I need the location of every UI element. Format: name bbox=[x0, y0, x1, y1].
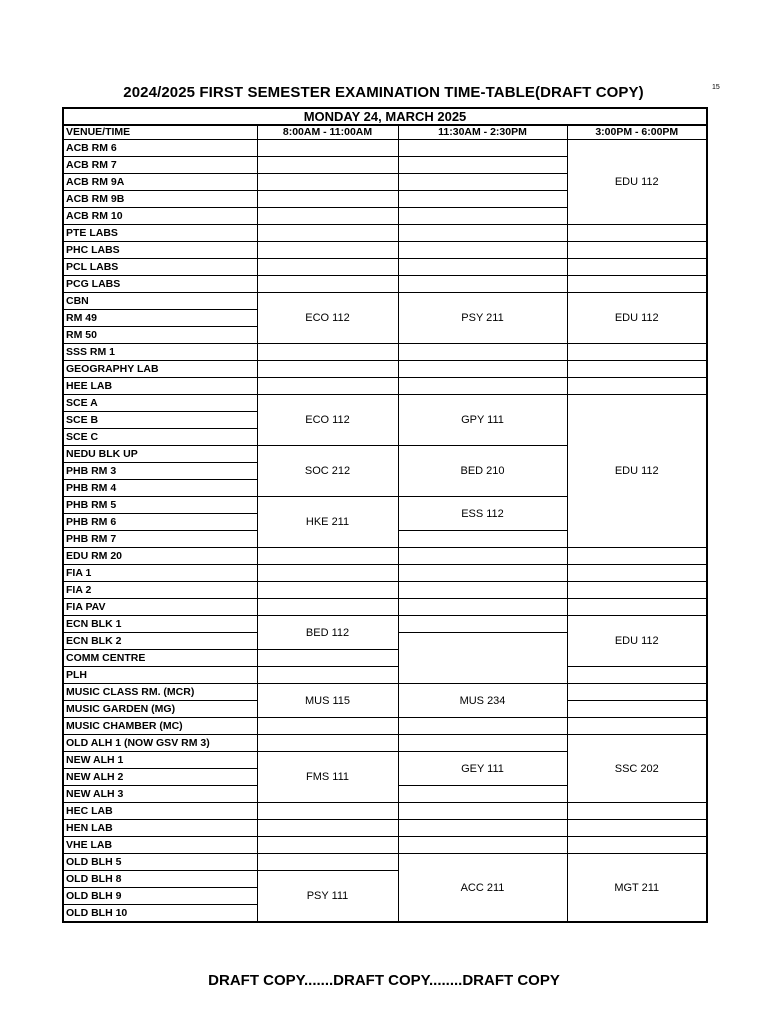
venue-cell: PHB RM 3 bbox=[63, 463, 257, 480]
empty-slot-cell bbox=[567, 276, 707, 293]
course-cell: SOC 212 bbox=[257, 446, 398, 497]
table-row bbox=[63, 378, 707, 395]
empty-slot-cell bbox=[257, 854, 398, 871]
course-cell: GPY 111 bbox=[398, 395, 567, 446]
empty-slot-cell bbox=[398, 616, 567, 633]
empty-slot-cell bbox=[398, 735, 567, 752]
venue-cell: EDU RM 20 bbox=[63, 548, 257, 565]
venue-cell: ECN BLK 1 bbox=[63, 616, 257, 633]
empty-slot-cell bbox=[567, 837, 707, 854]
draft-copy-footer: DRAFT COPY.......DRAFT COPY........DRAFT COPY bbox=[208, 972, 560, 989]
empty-slot-cell bbox=[398, 531, 567, 548]
venue-cell: HEE LAB bbox=[63, 378, 257, 395]
venue-cell: PLH bbox=[63, 667, 257, 684]
venue-cell: RM 50 bbox=[63, 327, 257, 344]
empty-slot-cell bbox=[257, 650, 398, 667]
empty-slot-cell bbox=[398, 157, 567, 174]
empty-slot-cell bbox=[257, 582, 398, 599]
course-cell bbox=[398, 633, 567, 684]
empty-slot-cell bbox=[257, 242, 398, 259]
venue-cell: VHE LAB bbox=[63, 837, 257, 854]
empty-slot-cell bbox=[567, 548, 707, 565]
table-row bbox=[63, 565, 707, 582]
empty-slot-cell bbox=[257, 361, 398, 378]
venue-cell: FIA 1 bbox=[63, 565, 257, 582]
venue-cell: RM 49 bbox=[63, 310, 257, 327]
page-number: 15 bbox=[712, 84, 720, 91]
venue-cell: PHC LABS bbox=[63, 242, 257, 259]
venue-cell: ACB RM 9A bbox=[63, 174, 257, 191]
venue-cell: OLD ALH 1 (NOW GSV RM 3) bbox=[63, 735, 257, 752]
page-title: 2024/2025 FIRST SEMESTER EXAMINATION TIME-TABLE(DRAFT COPY) bbox=[123, 84, 644, 101]
course-cell: GEY 111 bbox=[398, 752, 567, 786]
empty-slot-cell bbox=[257, 803, 398, 820]
table-row bbox=[63, 582, 707, 599]
empty-slot-cell bbox=[398, 191, 567, 208]
course-cell: EDU 112 bbox=[567, 616, 707, 667]
venue-cell: ACB RM 9B bbox=[63, 191, 257, 208]
venue-cell: MUSIC GARDEN (MG) bbox=[63, 701, 257, 718]
empty-slot-cell bbox=[257, 378, 398, 395]
table-row bbox=[63, 667, 707, 684]
table-row bbox=[63, 854, 707, 871]
empty-slot-cell bbox=[567, 820, 707, 837]
empty-slot-cell bbox=[257, 837, 398, 854]
empty-slot-cell bbox=[257, 667, 398, 684]
course-cell: FMS 111 bbox=[257, 752, 398, 803]
course-cell: ECO 112 bbox=[257, 293, 398, 344]
empty-slot-cell bbox=[567, 259, 707, 276]
venue-cell: NEW ALH 1 bbox=[63, 752, 257, 769]
empty-slot-cell bbox=[257, 191, 398, 208]
venue-cell: MUSIC CHAMBER (MC) bbox=[63, 718, 257, 735]
course-cell: MUS 115 bbox=[257, 684, 398, 718]
venue-cell: ACB RM 10 bbox=[63, 208, 257, 225]
time-header-afternoon: 3:00PM - 6:00PM bbox=[567, 125, 707, 140]
table-row bbox=[63, 225, 707, 242]
venue-cell: NEDU BLK UP bbox=[63, 446, 257, 463]
empty-slot-cell bbox=[257, 174, 398, 191]
empty-slot-cell bbox=[257, 344, 398, 361]
empty-slot-cell bbox=[398, 582, 567, 599]
table-row bbox=[63, 616, 707, 633]
empty-slot-cell bbox=[257, 718, 398, 735]
empty-slot-cell bbox=[398, 344, 567, 361]
course-cell: BED 210 bbox=[398, 446, 567, 497]
empty-slot-cell bbox=[398, 803, 567, 820]
course-cell: BED 112 bbox=[257, 616, 398, 650]
empty-slot-cell bbox=[567, 378, 707, 395]
empty-slot-cell bbox=[567, 803, 707, 820]
empty-slot-cell bbox=[398, 361, 567, 378]
empty-slot-cell bbox=[398, 174, 567, 191]
empty-slot-cell bbox=[398, 140, 567, 157]
empty-slot-cell bbox=[257, 599, 398, 616]
venue-cell: SSS RM 1 bbox=[63, 344, 257, 361]
empty-slot-cell bbox=[257, 548, 398, 565]
venue-cell: SCE A bbox=[63, 395, 257, 412]
empty-slot-cell bbox=[257, 735, 398, 752]
empty-slot-cell bbox=[398, 225, 567, 242]
venue-cell: OLD BLH 8 bbox=[63, 871, 257, 888]
empty-slot-cell bbox=[398, 837, 567, 854]
venue-cell: SCE B bbox=[63, 412, 257, 429]
table-row bbox=[63, 684, 707, 701]
time-header-morning: 8:00AM - 11:00AM bbox=[257, 125, 398, 140]
course-cell: MGT 211 bbox=[567, 854, 707, 923]
empty-slot-cell bbox=[398, 259, 567, 276]
table-row bbox=[63, 242, 707, 259]
venue-cell: ACB RM 6 bbox=[63, 140, 257, 157]
empty-slot-cell bbox=[398, 718, 567, 735]
venue-cell: FIA 2 bbox=[63, 582, 257, 599]
empty-slot-cell bbox=[398, 548, 567, 565]
empty-slot-cell bbox=[398, 242, 567, 259]
empty-slot-cell bbox=[567, 225, 707, 242]
table-row bbox=[63, 344, 707, 361]
table-row bbox=[63, 837, 707, 854]
table-row bbox=[63, 548, 707, 565]
table-row bbox=[63, 140, 707, 157]
venue-cell: HEN LAB bbox=[63, 820, 257, 837]
empty-slot-cell bbox=[257, 225, 398, 242]
course-cell: ESS 112 bbox=[398, 497, 567, 531]
date-heading: MONDAY 24, MARCH 2025 bbox=[63, 108, 707, 125]
empty-slot-cell bbox=[398, 378, 567, 395]
empty-slot-cell bbox=[398, 599, 567, 616]
venue-cell: HEC LAB bbox=[63, 803, 257, 820]
empty-slot-cell bbox=[567, 565, 707, 582]
empty-slot-cell bbox=[567, 361, 707, 378]
venue-time-header: VENUE/TIME bbox=[63, 125, 257, 140]
empty-slot-cell bbox=[567, 667, 707, 684]
empty-slot-cell bbox=[257, 259, 398, 276]
table-row bbox=[63, 820, 707, 837]
venue-cell: NEW ALH 2 bbox=[63, 769, 257, 786]
time-header-midday: 11:30AM - 2:30PM bbox=[398, 125, 567, 140]
empty-slot-cell bbox=[567, 684, 707, 701]
venue-cell: FIA PAV bbox=[63, 599, 257, 616]
venue-cell: ECN BLK 2 bbox=[63, 633, 257, 650]
table-row bbox=[63, 599, 707, 616]
venue-cell: OLD BLH 9 bbox=[63, 888, 257, 905]
venue-cell: CBN bbox=[63, 293, 257, 310]
venue-cell: PTE LABS bbox=[63, 225, 257, 242]
course-cell: SSC 202 bbox=[567, 735, 707, 803]
empty-slot-cell bbox=[398, 565, 567, 582]
venue-cell: PCG LABS bbox=[63, 276, 257, 293]
venue-cell: OLD BLH 10 bbox=[63, 905, 257, 923]
table-row bbox=[63, 276, 707, 293]
table-row bbox=[63, 395, 707, 412]
table-row bbox=[63, 803, 707, 820]
empty-slot-cell bbox=[257, 208, 398, 225]
course-cell: HKE 211 bbox=[257, 497, 398, 548]
table-row bbox=[63, 361, 707, 378]
empty-slot-cell bbox=[567, 344, 707, 361]
venue-cell: NEW ALH 3 bbox=[63, 786, 257, 803]
empty-slot-cell bbox=[257, 565, 398, 582]
empty-slot-cell bbox=[567, 718, 707, 735]
empty-slot-cell bbox=[257, 820, 398, 837]
table-row bbox=[63, 293, 707, 310]
empty-slot-cell bbox=[398, 820, 567, 837]
empty-slot-cell bbox=[567, 582, 707, 599]
timetable bbox=[62, 107, 708, 923]
empty-slot-cell bbox=[567, 242, 707, 259]
course-cell: ECO 112 bbox=[257, 395, 398, 446]
empty-slot-cell bbox=[398, 786, 567, 803]
course-cell: EDU 112 bbox=[567, 140, 707, 225]
course-cell: EDU 112 bbox=[567, 395, 707, 548]
venue-cell: SCE C bbox=[63, 429, 257, 446]
venue-cell: ACB RM 7 bbox=[63, 157, 257, 174]
venue-cell: PCL LABS bbox=[63, 259, 257, 276]
table-row bbox=[63, 718, 707, 735]
table-row bbox=[63, 259, 707, 276]
empty-slot-cell bbox=[398, 276, 567, 293]
empty-slot-cell bbox=[567, 701, 707, 718]
course-cell: MUS 234 bbox=[398, 684, 567, 718]
venue-cell: PHB RM 7 bbox=[63, 531, 257, 548]
venue-cell: COMM CENTRE bbox=[63, 650, 257, 667]
course-cell: EDU 112 bbox=[567, 293, 707, 344]
venue-cell: MUSIC CLASS RM. (MCR) bbox=[63, 684, 257, 701]
venue-cell: PHB RM 6 bbox=[63, 514, 257, 531]
table-row bbox=[63, 735, 707, 752]
venue-cell: GEOGRAPHY LAB bbox=[63, 361, 257, 378]
venue-cell: OLD BLH 5 bbox=[63, 854, 257, 871]
venue-cell: PHB RM 4 bbox=[63, 480, 257, 497]
course-cell: ACC 211 bbox=[398, 854, 567, 923]
empty-slot-cell bbox=[257, 276, 398, 293]
venue-cell: PHB RM 5 bbox=[63, 497, 257, 514]
empty-slot-cell bbox=[257, 140, 398, 157]
empty-slot-cell bbox=[257, 157, 398, 174]
course-cell: PSY 211 bbox=[398, 293, 567, 344]
empty-slot-cell bbox=[567, 599, 707, 616]
empty-slot-cell bbox=[398, 208, 567, 225]
course-cell: PSY 111 bbox=[257, 871, 398, 923]
